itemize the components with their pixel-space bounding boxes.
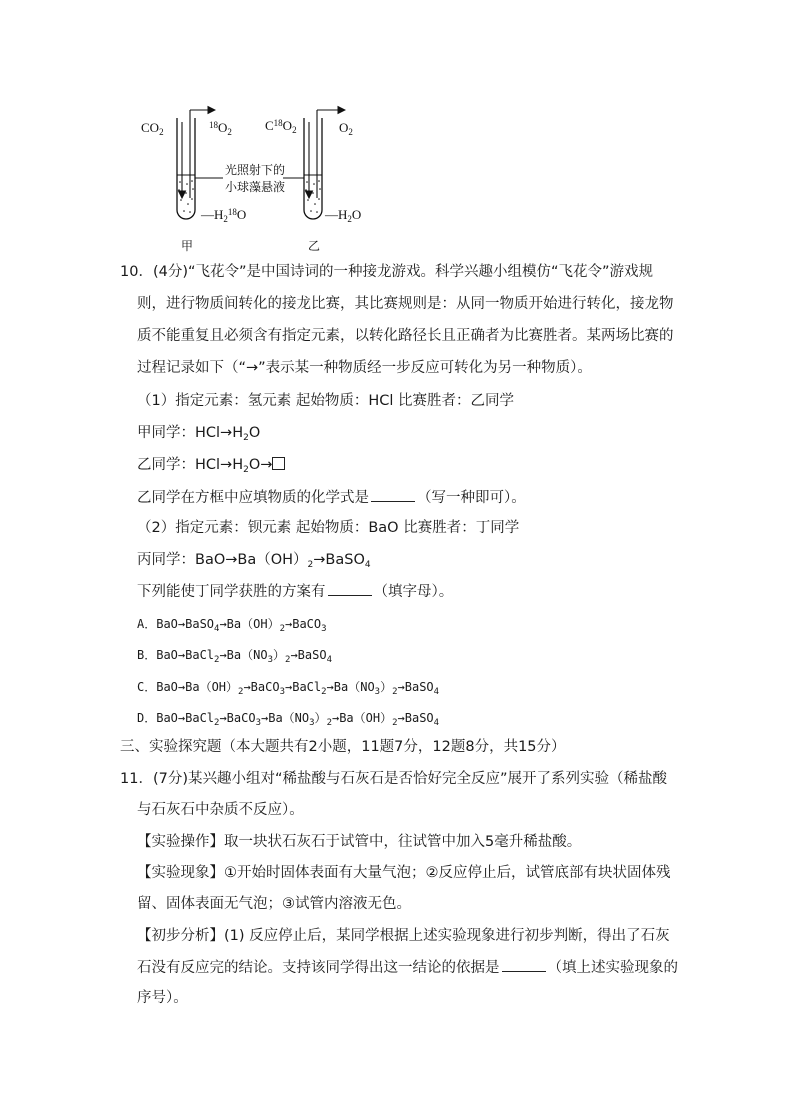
q11-phenomenon2: 留、固体表面无气泡；③试管内溶液无色。	[137, 896, 411, 912]
q11-operation: 【实验操作】取一块状石灰石于试管中，往试管中加入5毫升稀盐酸。	[137, 834, 582, 850]
q10-line4: 过程记录如下（“→”表示某一种物质经一步反应可转化为另一种物质）。	[137, 360, 592, 376]
blank-2[interactable]	[328, 581, 372, 596]
q10-line1: 10．(4分)“飞花令”是中国诗词的一种接龙游戏。科学兴趣小组模仿“飞花令”游戏规	[120, 264, 654, 280]
yi-answer: 乙同学：$HCl\to H_2O\to$	[137, 455, 285, 480]
left-water-label: $—H_2^{18}O$	[201, 207, 247, 224]
q11-line2: 与石灰石中杂质不反应）。	[137, 802, 304, 818]
q11-analysis1: 【初步分析】(1) 反应停止后，某同学根据上述实验现象进行初步判断，得出了石灰	[137, 928, 670, 944]
section-3-heading: 三、实验探究题（本大题共有2小题，11题7分，12题8分，共15分）	[120, 739, 566, 755]
blank-3[interactable]	[502, 957, 546, 972]
q10-part1: （1）指定元素：氢元素 起始物质：HCl 比赛胜者：乙同学	[137, 393, 514, 409]
q11-analysis3: 序号）。	[137, 990, 188, 1006]
photosynthesis-tube-figure	[135, 98, 375, 258]
left-input-label: $CO_2$	[141, 120, 164, 137]
q10-line2: 则，进行物质间转化的接龙比赛，其比赛规则是：从同一物质开始进行转化，接龙物	[137, 296, 674, 312]
right-water-label: $—H_2O$	[325, 207, 362, 224]
label-yi: 乙	[308, 239, 321, 253]
blank-1[interactable]	[371, 487, 415, 502]
jia-answer: 甲同学：$HCl\to H_2O$	[137, 425, 261, 443]
left-output-label: $^{18}O_2$	[209, 120, 232, 137]
option-c: C．$BaO\to Ba(OH)_2\to BaCO_3\to BaCl_2\to Ba(NO_3)_2\to BaSO_4$	[137, 680, 440, 697]
q11-phenomenon1: 【实验现象】①开始时固体表面有大量气泡；②反应停止后，试管底部有块状固体残	[137, 865, 671, 881]
q11-line1: 11．(7分)某兴趣小组对“稀盐酸与石灰石是否恰好完全反应”展开了系列实验（稀盐酸	[120, 771, 668, 787]
q10-part2: （2）指定元素：钡元素 起始物质：BaO 比赛胜者：丁同学	[137, 520, 520, 536]
label-jia: 甲	[181, 239, 194, 253]
option-b: B．$BaO\to BaCl_2\to Ba(NO_3)_2\to BaSO_4$	[137, 648, 332, 665]
q11-analysis2: 石没有反应完的结论。支持该同学得出这一结论的依据是 （填上述实验现象的	[137, 957, 678, 978]
bing-answer: 丙同学：$BaO\to Ba(OH)_2\to BaSO_4$	[137, 552, 371, 570]
yi-question: 乙同学在方框中应填物质的化学式是 （写一种即可）。	[137, 487, 526, 508]
right-output-label: $O_2$	[339, 120, 353, 137]
ding-question: 下列能使丁同学获胜的方案有 （填字母）。	[137, 581, 453, 602]
option-a: A．$BaO\to BaSO_4\to Ba(OH)_2\to BaCO_3$	[137, 617, 327, 634]
right-input-label: $C^{18}O_2$	[265, 118, 297, 135]
callout-line2: 小球藻悬液	[225, 180, 286, 194]
callout-line1: 光照射下的	[225, 163, 286, 177]
option-d: D．$BaO\to BaCl_2\to BaCO_3\to Ba(NO_3)_2\to Ba(OH)_2\to BaSO_4$	[137, 711, 440, 728]
answer-box	[272, 457, 285, 470]
q10-line3: 质不能重复且必须含有指定元素，以转化路径长且正确者为比赛胜者。某两场比赛的	[137, 328, 674, 344]
